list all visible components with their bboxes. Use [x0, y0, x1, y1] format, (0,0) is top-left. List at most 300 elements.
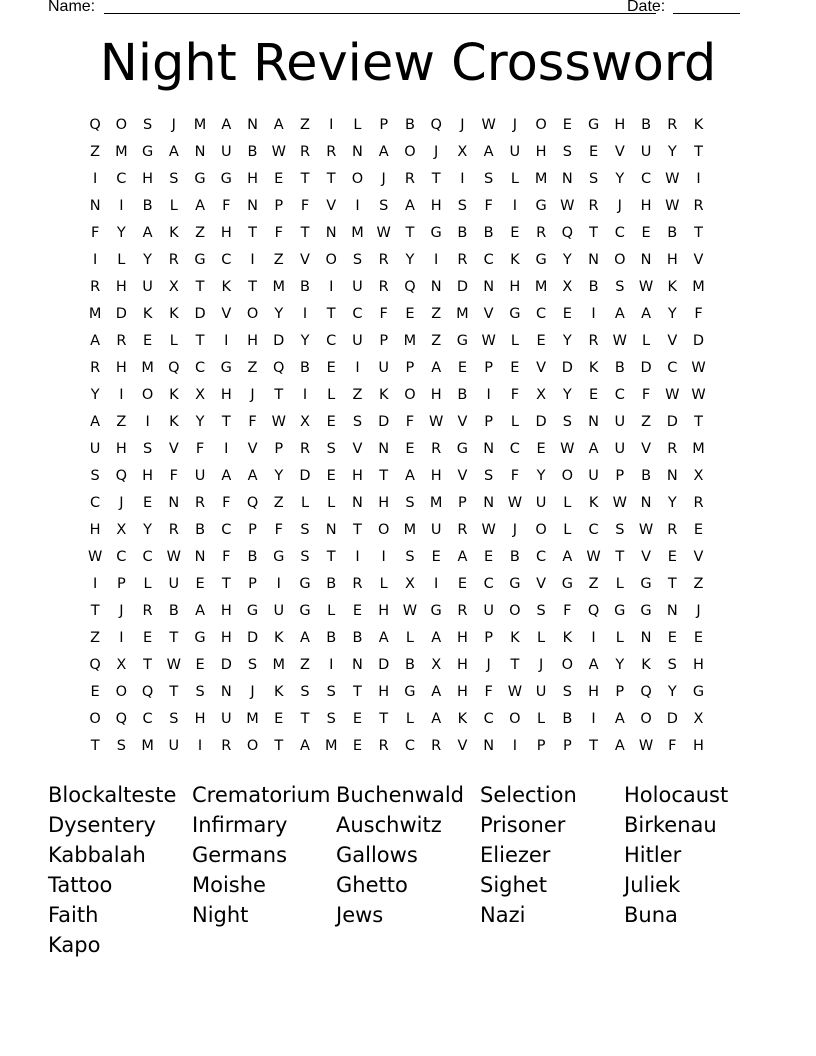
grid-cell: L	[510, 332, 519, 349]
grid-cell: H	[456, 656, 468, 673]
grid-cell: M	[272, 278, 286, 295]
grid-cell: H	[378, 683, 390, 700]
grid-cell: L	[169, 332, 178, 349]
grid-cell: T	[169, 629, 179, 646]
grid-cell: G	[194, 251, 206, 268]
grid-cell: V	[300, 251, 310, 268]
grid-cell: B	[326, 629, 337, 646]
header	[48, 0, 748, 20]
grid-cell: A	[142, 224, 153, 241]
grid-cell: V	[641, 440, 651, 457]
grid-cell: Z	[273, 251, 284, 268]
grid-cell: Y	[667, 494, 677, 511]
grid-cell: N	[666, 467, 678, 484]
grid-cell: N	[352, 656, 363, 673]
grid-row	[82, 705, 738, 732]
word-list	[48, 780, 768, 960]
grid-cell: W	[376, 224, 391, 241]
grid-cell: U	[430, 521, 442, 538]
grid-cell: P	[116, 575, 126, 592]
grid-cell: Z	[588, 575, 599, 592]
grid-cell: B	[300, 278, 310, 295]
grid-cell: T	[221, 413, 231, 430]
grid-cell: E	[536, 440, 546, 457]
grid-cell: H	[220, 629, 232, 646]
grid-cell: U	[509, 143, 521, 160]
grid-cell: E	[588, 143, 599, 160]
grid-cell: A	[195, 602, 206, 619]
grid-cell: F	[274, 224, 283, 241]
grid-cell: B	[588, 278, 599, 295]
grid-cell: W	[691, 386, 706, 403]
grid-cell: E	[143, 332, 153, 349]
grid-cell: Z	[90, 629, 101, 646]
grid-cell: P	[484, 413, 493, 430]
grid-cell: B	[352, 629, 363, 646]
grid-cell: D	[378, 413, 390, 430]
grid-cell: H	[247, 170, 258, 187]
grid-cell: I	[224, 440, 229, 457]
grid-cell: Q	[404, 278, 416, 295]
grid-cell: B	[300, 359, 310, 376]
grid-cell: V	[247, 440, 258, 457]
grid-cell: R	[116, 332, 127, 349]
grid-cell: I	[224, 332, 229, 349]
grid-cell: S	[142, 440, 153, 457]
grid-cell: R	[431, 737, 442, 754]
word-list-item: Moishe	[192, 873, 266, 897]
grid-cell: X	[693, 710, 704, 727]
grid-cell: L	[615, 575, 624, 592]
grid-cell: M	[141, 737, 154, 754]
grid-cell: T	[90, 602, 100, 619]
grid-cell: J	[119, 494, 124, 511]
grid-row	[82, 219, 738, 246]
grid-cell: Q	[561, 224, 574, 241]
grid-cell: Z	[300, 116, 310, 133]
grid-cell: F	[300, 197, 310, 214]
grid-cell: R	[693, 197, 704, 214]
grid-cell: N	[194, 143, 206, 160]
grid-cell: F	[222, 494, 231, 511]
grid-cell: N	[168, 494, 180, 511]
grid-cell: N	[483, 440, 495, 457]
grid-cell: G	[430, 224, 442, 241]
grid-cell: X	[693, 467, 704, 484]
date-line	[673, 13, 740, 14]
letter-grid	[82, 111, 738, 759]
word-list-item: Buna	[624, 903, 678, 927]
grid-cell: O	[115, 683, 128, 700]
grid-cell: C	[116, 548, 127, 565]
grid-cell: G	[614, 602, 626, 619]
page-title: Night Review Crossword	[99, 34, 717, 93]
grid-cell: K	[510, 629, 520, 646]
grid-cell: Z	[247, 359, 258, 376]
grid-cell: C	[536, 305, 547, 322]
grid-cell: M	[115, 143, 128, 160]
name-line	[104, 13, 656, 14]
grid-cell: I	[92, 575, 98, 592]
grid-cell: A	[273, 116, 284, 133]
grid-cell: B	[404, 116, 415, 133]
grid-cell: Z	[116, 413, 127, 430]
grid-cell: T	[353, 521, 362, 538]
grid-cell: I	[460, 170, 465, 187]
grid-cell: R	[195, 494, 206, 511]
grid-cell: O	[351, 170, 364, 187]
grid-cell: G	[194, 629, 206, 646]
grid-cell: J	[250, 386, 255, 403]
grid-cell: Z	[195, 224, 206, 241]
grid-cell: H	[352, 467, 363, 484]
grid-cell: T	[379, 467, 389, 484]
word-list-item: Birkenau	[624, 813, 717, 837]
grid-cell: K	[693, 116, 704, 133]
word-list-item: Faith	[48, 903, 99, 927]
grid-cell: E	[457, 575, 467, 592]
grid-cell: P	[615, 683, 625, 700]
grid-cell: S	[195, 683, 205, 700]
grid-cell: W	[665, 197, 680, 214]
grid-cell: T	[300, 170, 310, 187]
grid-cell: R	[299, 143, 311, 160]
grid-cell: G	[220, 170, 232, 187]
grid-cell: T	[195, 278, 205, 295]
grid-cell: G	[640, 602, 652, 619]
grid-cell: F	[222, 197, 231, 214]
grid-cell: G	[692, 683, 705, 700]
grid-cell: M	[324, 737, 338, 754]
grid-cell: W	[586, 548, 601, 565]
grid-row	[82, 300, 738, 327]
grid-cell: K	[457, 710, 468, 727]
grid-cell: G	[194, 170, 206, 187]
grid-cell: A	[404, 197, 415, 214]
grid-cell: A	[195, 197, 206, 214]
grid-cell: N	[640, 494, 652, 511]
grid-cell: R	[352, 575, 363, 592]
grid-cell: E	[274, 710, 284, 727]
grid-row	[82, 597, 738, 624]
grid-cell: B	[247, 548, 258, 565]
grid-cell: I	[591, 710, 596, 727]
grid-cell: U	[535, 494, 547, 511]
grid-cell: E	[693, 521, 704, 538]
grid-cell: N	[247, 197, 258, 214]
grid-cell: E	[562, 116, 572, 133]
grid-cell: S	[562, 413, 572, 430]
grid-cell: O	[404, 143, 416, 160]
grid-cell: C	[483, 710, 494, 727]
grid-cell: E	[484, 548, 494, 565]
grid-cell: A	[431, 359, 442, 376]
grid-cell: N	[430, 278, 442, 295]
grid-cell: I	[329, 278, 334, 295]
grid-cell: A	[588, 656, 599, 673]
grid-cell: L	[510, 170, 519, 187]
grid-row	[82, 651, 738, 678]
grid-cell: D	[640, 359, 652, 376]
grid-cell: G	[220, 359, 232, 376]
grid-cell: A	[247, 467, 258, 484]
grid-cell: M	[692, 440, 705, 457]
grid-cell: D	[378, 656, 390, 673]
grid-cell: E	[352, 710, 363, 727]
grid-cell: B	[562, 710, 573, 727]
grid-cell: F	[248, 413, 257, 430]
grid-cell: H	[430, 386, 442, 403]
word-list-item: Eliezer	[480, 843, 551, 867]
grid-cell: B	[457, 224, 468, 241]
grid-cell: P	[274, 197, 284, 214]
grid-row	[82, 165, 738, 192]
grid-cell: H	[614, 116, 626, 133]
grid-cell: W	[638, 278, 654, 295]
grid-cell: R	[457, 521, 468, 538]
grid-cell: J	[460, 116, 465, 133]
grid-cell: S	[300, 683, 310, 700]
grid-cell: X	[116, 656, 127, 673]
grid-cell: G	[141, 143, 154, 160]
grid-cell: E	[588, 386, 599, 403]
grid-cell: U	[614, 440, 626, 457]
grid-cell: U	[168, 575, 180, 592]
grid-cell: X	[457, 143, 468, 160]
grid-cell: R	[457, 602, 468, 619]
grid-cell: O	[561, 656, 574, 673]
grid-cell: Y	[405, 251, 415, 268]
grid-cell: S	[142, 116, 153, 133]
grid-cell: F	[222, 548, 231, 565]
grid-cell: O	[561, 467, 574, 484]
grid-cell: I	[197, 737, 203, 754]
grid-cell: R	[90, 359, 101, 376]
grid-cell: O	[509, 710, 521, 727]
grid-cell: D	[692, 332, 705, 349]
grid-cell: A	[404, 467, 415, 484]
grid-cell: C	[640, 170, 652, 187]
grid-cell: Z	[641, 413, 651, 430]
word-list-item: Nazi	[480, 903, 526, 927]
grid-cell: R	[378, 737, 389, 754]
grid-cell: H	[142, 467, 154, 484]
grid-cell: W	[665, 170, 680, 187]
grid-cell: H	[115, 278, 127, 295]
grid-cell: A	[168, 143, 179, 160]
grid-cell: G	[456, 332, 469, 349]
grid-cell: E	[562, 305, 572, 322]
grid-cell: G	[404, 683, 416, 700]
grid-cell: G	[246, 602, 259, 619]
grid-row	[82, 408, 738, 435]
grid-cell: K	[378, 386, 389, 403]
grid-cell: I	[302, 386, 308, 403]
grid-cell: R	[431, 440, 442, 457]
grid-cell: O	[614, 251, 626, 268]
grid-cell: N	[378, 440, 390, 457]
grid-cell: T	[248, 278, 257, 295]
grid-cell: A	[562, 548, 573, 565]
grid-cell: O	[509, 602, 521, 619]
grid-cell: Q	[640, 683, 652, 700]
grid-cell: A	[614, 737, 625, 754]
grid-cell: L	[353, 116, 362, 133]
grid-cell: T	[326, 305, 336, 322]
grid-cell: Q	[587, 602, 600, 619]
grid-cell: C	[483, 575, 494, 592]
grid-cell: S	[405, 548, 415, 565]
grid-cell: M	[141, 359, 154, 376]
grid-cell: H	[588, 683, 600, 700]
grid-cell: X	[116, 521, 127, 538]
grid-cell: V	[693, 548, 704, 565]
grid-cell: M	[272, 656, 286, 673]
grid-cell: H	[89, 521, 101, 538]
grid-cell: S	[116, 737, 126, 754]
grid-cell: S	[326, 683, 336, 700]
grid-cell: Y	[615, 656, 625, 673]
grid-cell: T	[248, 224, 257, 241]
grid-cell: U	[378, 359, 389, 376]
grid-cell: V	[457, 467, 468, 484]
grid-cell: O	[535, 116, 547, 133]
grid-cell: C	[404, 737, 415, 754]
grid-cell: S	[536, 602, 546, 619]
grid-cell: I	[329, 116, 334, 133]
grid-cell: X	[300, 413, 310, 430]
grid-cell: S	[352, 413, 363, 430]
grid-cell: H	[220, 224, 232, 241]
grid-cell: M	[534, 278, 548, 295]
grid-cell: S	[562, 683, 572, 700]
grid-cell: P	[615, 467, 625, 484]
grid-cell: I	[329, 656, 334, 673]
grid-cell: M	[351, 224, 364, 241]
grid-cell: P	[248, 575, 257, 592]
grid-cell: Y	[116, 224, 126, 241]
grid-cell: C	[142, 548, 153, 565]
word-list-item: Kabbalah	[48, 843, 146, 867]
grid-cell: M	[456, 305, 469, 322]
grid-cell: A	[431, 629, 442, 646]
grid-cell: T	[326, 548, 336, 565]
grid-cell: I	[512, 197, 517, 214]
grid-cell: W	[638, 521, 654, 538]
grid-cell: T	[694, 224, 703, 241]
grid-cell: V	[221, 305, 232, 322]
grid-cell: W	[87, 548, 103, 565]
grid-cell: X	[431, 656, 442, 673]
grid-cell: J	[434, 143, 439, 160]
grid-cell: G	[456, 440, 469, 457]
word-list-item: Infirmary	[192, 813, 288, 837]
grid-cell: I	[355, 197, 360, 214]
grid-cell: T	[694, 413, 703, 430]
grid-cell: T	[143, 656, 153, 673]
grid-cell: C	[116, 170, 127, 187]
grid-cell: P	[484, 359, 493, 376]
grid-cell: D	[456, 278, 468, 295]
grid-cell: M	[692, 278, 705, 295]
grid-cell: B	[195, 521, 206, 538]
grid-cell: W	[481, 332, 496, 349]
grid-cell: Y	[195, 413, 205, 430]
grid-row	[82, 489, 738, 516]
grid-cell: H	[430, 467, 442, 484]
grid-cell: S	[562, 143, 572, 160]
grid-cell: K	[169, 224, 179, 241]
grid-cell: U	[273, 602, 285, 619]
grid-cell: R	[168, 521, 179, 538]
word-list-item: Selection	[480, 783, 577, 807]
grid-cell: C	[326, 332, 337, 349]
grid-cell: J	[171, 116, 176, 133]
grid-cell: P	[562, 737, 572, 754]
grid-cell: G	[535, 197, 547, 214]
grid-cell: L	[117, 251, 126, 268]
grid-cell: E	[667, 548, 677, 565]
grid-cell: C	[588, 521, 599, 538]
grid-cell: N	[352, 494, 363, 511]
grid-cell: E	[143, 629, 153, 646]
grid-cell: E	[641, 224, 651, 241]
grid-cell: L	[537, 629, 546, 646]
grid-cell: Z	[300, 656, 310, 673]
grid-cell: S	[326, 710, 336, 727]
grid-row	[82, 354, 738, 381]
grid-cell: T	[300, 710, 310, 727]
word-list-item: Blockalteste	[48, 783, 177, 807]
grid-cell: F	[694, 305, 703, 322]
grid-cell: Q	[273, 359, 285, 376]
word-list-item: Tattoo	[48, 873, 113, 897]
grid-row	[82, 543, 738, 570]
grid-cell: A	[378, 629, 389, 646]
grid-cell: R	[404, 170, 415, 187]
grid-cell: B	[404, 656, 415, 673]
grid-cell: W	[507, 494, 523, 511]
grid-cell: P	[405, 359, 415, 376]
grid-cell: T	[589, 737, 598, 754]
grid-cell: P	[379, 116, 389, 133]
grid-cell: W	[560, 197, 575, 214]
grid-cell: U	[535, 683, 547, 700]
grid-cell: Y	[667, 683, 677, 700]
grid-cell: R	[693, 494, 704, 511]
grid-cell: Y	[143, 521, 153, 538]
grid-cell: N	[561, 170, 573, 187]
grid-cell: J	[617, 197, 622, 214]
grid-cell: V	[326, 197, 337, 214]
grid-cell: E	[195, 575, 205, 592]
grid-cell: W	[271, 143, 286, 160]
word-list-item: Ghetto	[336, 873, 408, 897]
grid-cell: R	[142, 602, 153, 619]
grid-cell: T	[274, 386, 284, 403]
grid-cell: B	[641, 467, 652, 484]
grid-cell: O	[377, 521, 390, 538]
grid-cell: K	[169, 413, 179, 430]
grid-cell: S	[169, 710, 179, 727]
grid-cell: G	[587, 116, 600, 133]
grid-row	[82, 192, 738, 219]
grid-cell: L	[537, 710, 546, 727]
grid-cell: W	[560, 440, 575, 457]
grid-cell: O	[141, 386, 154, 403]
grid-cell: R	[378, 251, 389, 268]
grid-cell: T	[221, 575, 231, 592]
